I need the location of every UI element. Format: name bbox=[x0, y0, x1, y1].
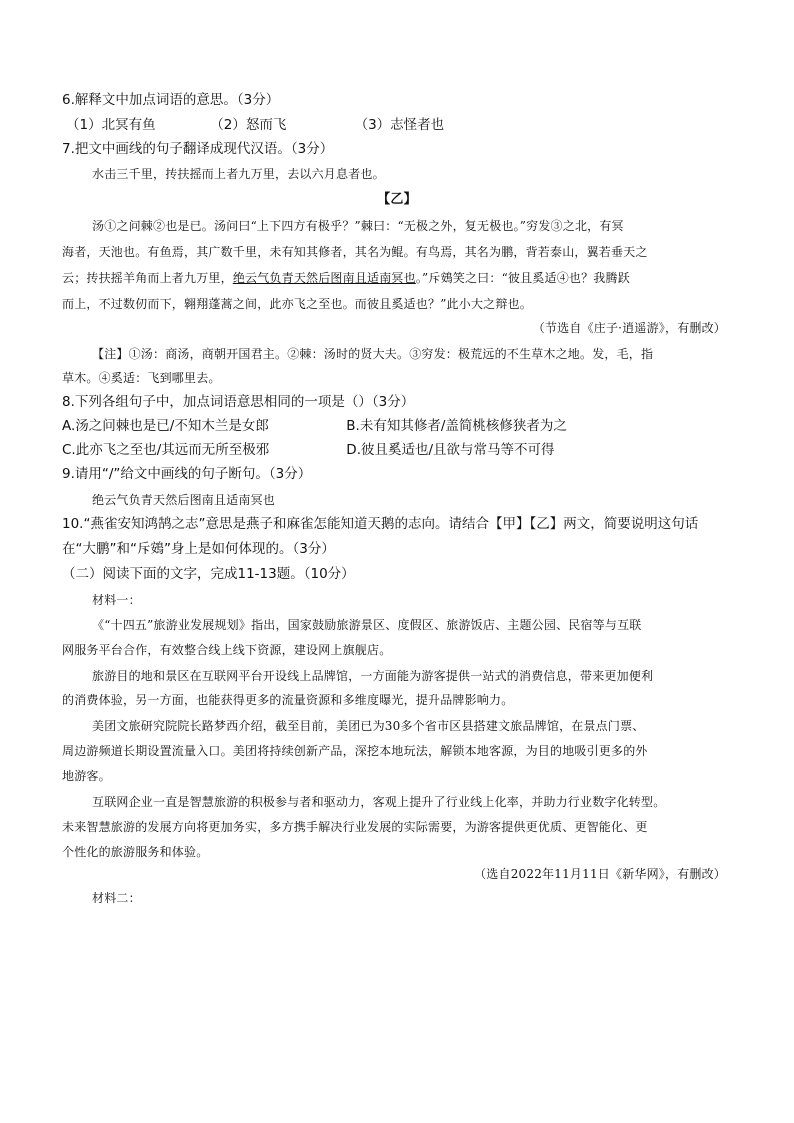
q8-option-b: B.未有知其修者/盖简桃核修狭者为之 bbox=[346, 418, 567, 434]
q8-title: 8.下列各组句子中，加点词语意思相同的一项是（）（3分） bbox=[62, 394, 415, 410]
material-1-p4-b: 未来智慧旅游的发展方向将更加务实，多方携手解决行业发展的实际需要，为游客提供更优质、更智能化、更 bbox=[62, 820, 648, 834]
q9-title: 9.请用“/”给文中画线的句子断句。（3分） bbox=[62, 466, 312, 482]
passage-yi-heading: 【乙】 bbox=[377, 192, 417, 207]
material-1-p2-a: 旅游目的地和景区在互联网平台开设线上品牌馆，一方面能为游客提供一站式的消费信息，带来更加便利 bbox=[92, 669, 654, 683]
q8-options-row-2 bbox=[62, 440, 555, 460]
q8-option-c: C.此亦飞之至也/其远而无所至极邪 bbox=[62, 442, 270, 458]
q6-item-1: （1）北冥有鱼 bbox=[66, 117, 156, 133]
material-1-p3-c: 地游客。 bbox=[62, 769, 111, 783]
q10-line-1: 10.“燕雀安知鸿鹄之志”意思是燕子和麻雀怎能知道天鹅的志向。请结合【甲】【乙】两文，简要说明这句话 bbox=[62, 516, 699, 532]
material-1-p3-b: 周边游频道长期设置流量入口。美团将持续创新产品，深挖本地玩法，解锁本地客源，为目的地吸引更多的外 bbox=[62, 744, 648, 758]
q8-option-d: D.彼且奚适也/且欲与常马等不可得 bbox=[346, 442, 555, 458]
material-1-p2-b: 的消费体验，另一方面，也能获得更多的流量资源和多维度曝光，提升品牌影响力。 bbox=[62, 693, 514, 707]
q7-sentence: 水击三千里，抟扶摇而上者九万里，去以六月息者也。 bbox=[92, 167, 385, 181]
q6-items bbox=[66, 115, 444, 135]
passage-yi-line-3a: 云；抟扶摇羊角而上者九万里， bbox=[62, 271, 233, 285]
q7-title: 7.把文中画线的句子翻译成现代汉语。（3分） bbox=[62, 141, 334, 157]
q8-options-row-1 bbox=[62, 416, 567, 436]
passage-yi-line-2: 海者，天池也。有鱼焉，其广数千里，未有知其修者，其名为鲲。有鸟焉，其名为鹏，背若泰山，翼若垂天之 bbox=[62, 245, 648, 259]
material-1-source: （选自2022年11月11日《新华网》，有删改） bbox=[474, 867, 726, 881]
material-1-p4-a: 互联网企业一直是智慧旅游的积极参与者和驱动力，客观上提升了行业线上化率，并助力行业数字化转型。 bbox=[92, 795, 666, 809]
passage-yi-line-3 bbox=[62, 268, 630, 288]
passage-yi-note-1: 【注】①汤：商汤，商朝开国君主。②棘：汤时的贤大夫。③穷发：极荒远的不生草木之地。发，毛，指 bbox=[92, 347, 654, 361]
q6-item-2: （2）怒而飞 bbox=[210, 117, 287, 133]
passage-yi-note-2: 草木。④奚适：飞到哪里去。 bbox=[62, 371, 221, 385]
material-1-p1-b: 网服务平台合作，有效整合线上线下资源，建设网上旗舰店。 bbox=[62, 643, 392, 657]
material-1-label: 材料一： bbox=[92, 593, 141, 607]
material-2-label: 材料二： bbox=[92, 891, 141, 905]
passage-yi-source: （节选自《庄子·逍遥游》，有删改） bbox=[532, 321, 726, 335]
passage-yi-line-4: 而上，不过数仞而下，翱翔蓬蒿之间，此亦飞之至也。而彼且奚适也？”此小大之辩也。 bbox=[62, 297, 532, 311]
material-1-p4-c: 个性化的旅游服务和体验。 bbox=[62, 845, 209, 859]
material-1-p1-a: 《“十四五”旅游业发展规划》指出，国家鼓励旅游景区、度假区、旅游饭店、主题公园、民宿等与互联 bbox=[92, 618, 642, 632]
q8-option-a: A.汤之问棘也是已/不知木兰是女郎 bbox=[62, 418, 269, 434]
q6-title: 6.解释文中加点词语的意思。（3分） bbox=[62, 92, 280, 108]
q6-item-3: （3）志怪者也 bbox=[354, 117, 445, 133]
underlined-sentence: 绝云气负青天然后图南且适南冥也 bbox=[232, 271, 416, 285]
passage-yi-line-1: 汤①之问棘②也是已。汤问曰“上下四方有极乎？”棘曰：“无极之外，复无极也。”穷发③之北，有冥 bbox=[92, 219, 624, 233]
q9-sentence: 绝云气负青天然后图南且适南冥也 bbox=[92, 493, 276, 507]
part2-title: （二）阅读下面的文字，完成11-13题。（10分） bbox=[62, 566, 355, 582]
material-1-p3-a: 美团文旅研究院院长路梦西介绍，截至目前，美团已为30多个省市区县搭建文旅品牌馆，在景点门票、 bbox=[92, 719, 645, 733]
passage-yi-line-3b: 。”斥鴳笑之曰：“彼且奚适④也？我腾跃 bbox=[415, 271, 630, 285]
q10-line-2: 在“大鹏”和“斥鴳”身上是如何体现的。（3分） bbox=[62, 541, 335, 557]
